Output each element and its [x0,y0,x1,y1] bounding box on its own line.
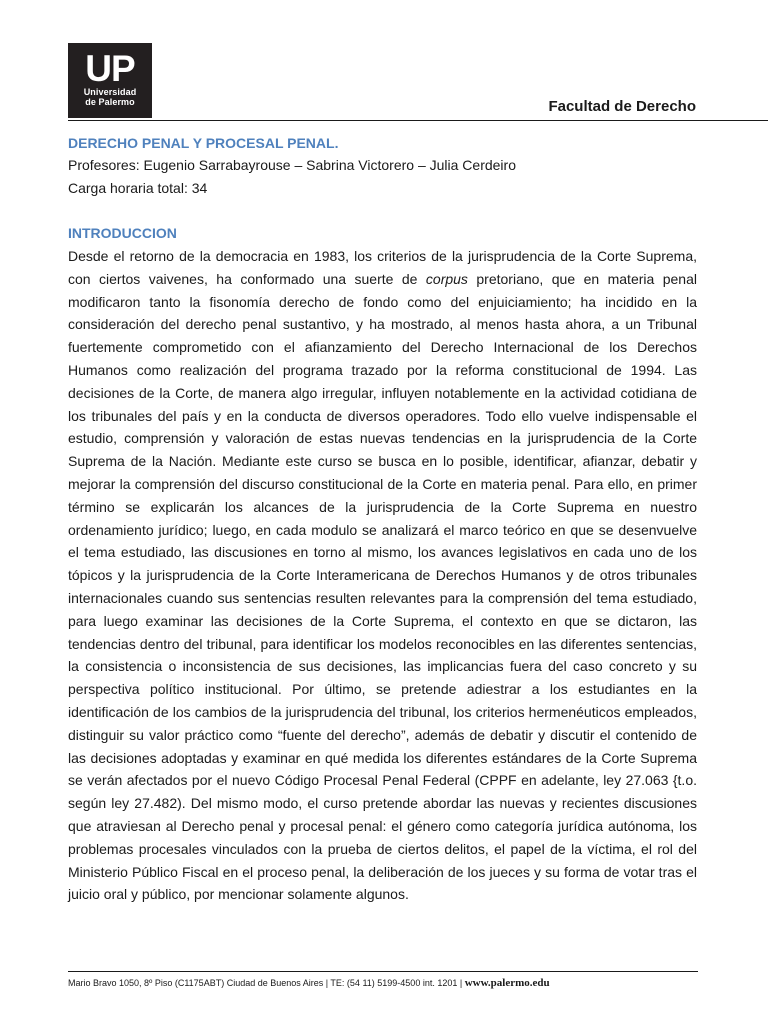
footer-address: Mario Bravo 1050, 8º Piso (C1175ABT) Ciudad de Buenos Aires | TE: (54 11) 5199-4500 int. 1201 | [68,978,465,988]
introduction-italic-word: corpus [425,270,468,287]
logo-name-line-1: Universidad [83,87,137,97]
introduction-heading: INTRODUCCION [68,225,177,241]
introduction-paragraph [68,245,697,906]
footer [68,976,708,990]
course-hours: Carga horaria total: 34 [68,180,208,196]
introduction-text-part-2: pretoriano, que en materia penal modificaron tanto la fisonomía derecho de fondo como del enjuiciamiento; ha incidido en la consideración del derecho penal sustantivo, y ha mostrado, al menos hasta ahora, a un Tribunal fuertemente comprometido con el afianzamiento del Derecho Internacional de los Derechos Humanos como realización del programa trazado por la reforma constitucional de 1994. Las decisiones de la Corte, de manera algo irregular, influyen notablemente en la actividad cotidiana de los tribunales del país y en la conducta de diversos operadores. Todo ello vuelve indispensable el estudio, comprensión y valoración de estas nuevas tendencias en la jurisprudencia de la Corte Suprema de la Nación. Mediante este curso se busca en lo posible, identificar, afianzar, debatir y mejorar la comprensión del discurso constitucional de la Corte en materia penal. Para ello, en primer término se explicarán los alcances de la jurisprudencia de la Corte Suprema en nuestro ordenamiento jurídico; luego, en cada modulo se analizará el marco teórico en que se desenvuelve el tema estudiado, las discusiones en torno al mismo, los avances legislativos en cada uno de los tópicos y la jurisprudencia de la Corte Interamericana de Derechos Humanos y de otros tribunales internacionales cuando sus sentencias resulten relevantes para la comprensión del tema estudiado, para luego examinar las decisiones de la Corte Suprema, el contexto en que se dictaron, las tendencias dentro del tribunal, para identificar los modelos reconocibles en las diferentes sentencias, la consistencia o inconsistencia de sus decisiones, las implicancias fuera del caso concreto y su perspectiva político institucional. Por último, se pretende adiestrar a los estudiantes en la identificación de los cambios de la jurisprudencia del tribunal, los criterios hermenéuticos empleados, distinguir su valor práctico como “fuente del derecho”, además de debatir y discutir el contenido de las decisiones adoptadas y examinar en qué medida los diferentes estándares de la Corte Suprema se verán afectados por el nuevo Código Procesal Penal Federal (CPPF en adelante, ley 27.063 {t.o. según ley 27.482). Del mismo modo, el curso pretende abordar las nuevas y recientes discusiones que atraviesan al Derecho penal y procesal penal: el género como categoría jurídica autónoma, los problemas procesales vinculados con la prueba de ciertos delitos, el papel de la víctima, el rol del Ministerio Público Fiscal en el proceso penal, la deliberación de los jueces y su forma de votar tras el juicio oral y público, por mencionar solamente algunos. [68,270,697,903]
introduction-text-part-1: Desde el retorno de la democracia en 1983, los criterios de la jurisprudencia de la Corte Suprema, con ciertos vaivenes, ha conformado una suerte de [68,248,697,287]
course-title: DERECHO PENAL Y PROCESAL PENAL. [68,135,339,151]
header-divider [68,120,768,121]
footer-website-link[interactable]: www.palermo.edu [464,977,550,989]
footer-divider [68,971,698,972]
logo-name-line-2: de Palermo [85,97,135,107]
course-professors: Profesores: Eugenio Sarrabayrouse – Sabrina Victorero – Julia Cerdeiro [68,157,516,173]
faculty-name: Facultad de Derecho [548,98,696,115]
university-logo [68,43,152,118]
logo-mark: UP [85,48,135,89]
